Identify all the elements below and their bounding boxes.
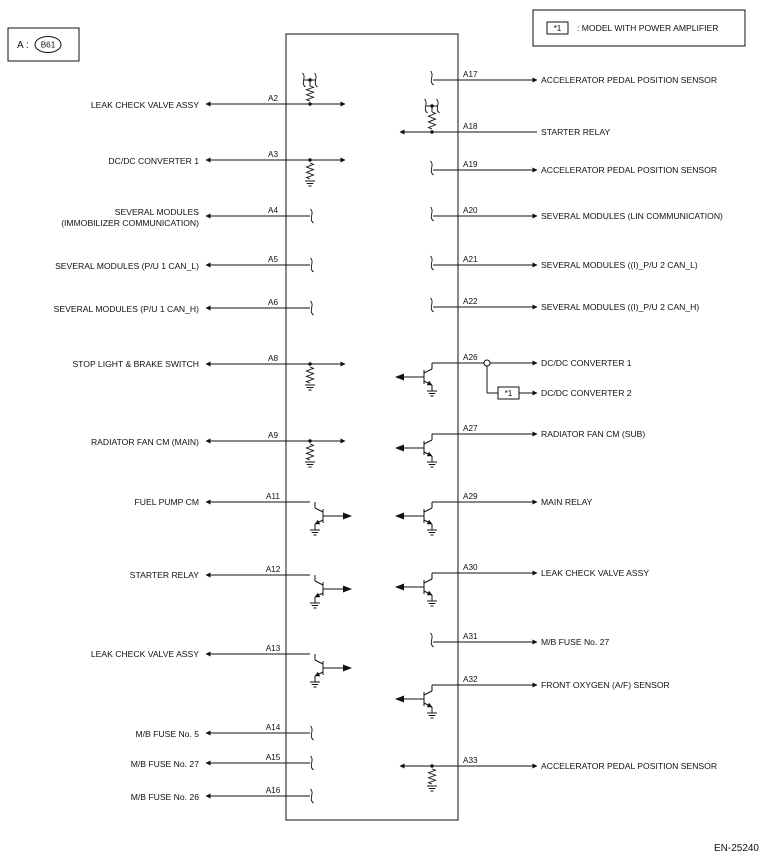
pin-label: FRONT OXYGEN (A/F) SENSOR	[541, 680, 670, 690]
signal-flag-icon	[343, 586, 352, 593]
pin-number: A26	[463, 353, 478, 362]
pin-label: LEAK CHECK VALVE ASSY	[90, 649, 199, 659]
pin-label: ACCELERATOR PEDAL POSITION SENSOR	[541, 761, 718, 771]
pin-number: A20	[463, 206, 478, 215]
pin-label: M/B FUSE No. 27	[541, 637, 610, 647]
resistor-icon	[429, 112, 436, 129]
pin-a8	[72, 354, 345, 390]
emitter-diag	[424, 452, 432, 456]
collector-diag	[424, 440, 432, 444]
resistor-icon	[429, 769, 436, 784]
ground-icon	[427, 601, 437, 606]
bus-termination-icon	[311, 258, 314, 272]
pin-label: DC/DC CONVERTER 2	[541, 388, 632, 398]
bus-termination-icon	[311, 726, 314, 740]
ground-icon	[305, 385, 315, 390]
pin-group	[54, 70, 723, 803]
signal-flag-icon	[395, 445, 404, 452]
collector-diag	[424, 579, 432, 583]
ground-icon	[310, 530, 320, 535]
pin-label: RADIATOR FAN CM (MAIN)	[90, 437, 199, 447]
ground-icon	[427, 530, 437, 535]
pin-label: M/B FUSE No. 26	[130, 792, 199, 802]
pin-a31	[431, 632, 610, 647]
pin-a11	[135, 492, 352, 535]
ecm-body	[286, 34, 458, 820]
pin-a32	[395, 675, 670, 718]
bus-termination-icon	[431, 256, 434, 270]
pin-a6	[54, 298, 314, 315]
pin-a26	[395, 353, 632, 399]
connector-reference	[8, 28, 79, 61]
pin-a5	[55, 255, 313, 272]
emitter-diag	[424, 520, 432, 524]
pin-number: A2	[267, 94, 279, 103]
pin-number: A18	[463, 122, 478, 131]
pin-label: DC/DC CONVERTER 1	[108, 156, 199, 166]
pin-label: SEVERAL MODULES (P/U 1 CAN_H)	[53, 304, 199, 314]
pin-label: LEAK CHECK VALVE ASSY	[541, 568, 650, 578]
emitter-diag	[424, 703, 432, 707]
pin-number: A3	[267, 150, 279, 159]
pin-number: A27	[463, 424, 478, 433]
pin-number: A31	[463, 632, 478, 641]
pin-a27	[395, 424, 645, 467]
signal-flag-icon	[395, 513, 404, 520]
resistor-icon	[307, 86, 314, 101]
bus-termination-icon	[311, 209, 314, 223]
pin-label: SEVERAL MODULES ((I)_P/U 2 CAN_L)	[541, 260, 698, 270]
collector-diag	[315, 508, 323, 512]
pin-a4	[61, 206, 313, 228]
pin-label: STARTER RELAY	[541, 127, 611, 137]
legend-text: : MODEL WITH POWER AMPLIFIER	[577, 23, 719, 33]
pin-number: A21	[463, 255, 478, 264]
signal-flag-icon	[395, 584, 404, 591]
junction-dot	[430, 764, 433, 767]
pin-a13	[91, 644, 352, 687]
pin-label: SEVERAL MODULES (LIN COMMUNICATION)	[541, 211, 723, 221]
signal-flag-icon	[343, 665, 352, 672]
pin-number: A29	[463, 492, 478, 501]
junction-dot	[308, 439, 311, 442]
pin-a18	[400, 99, 611, 137]
pin-a33	[400, 756, 717, 791]
pin-number: A17	[463, 70, 478, 79]
pin-number: A5	[267, 255, 279, 264]
pin-a14	[135, 723, 313, 740]
pin-number: A22	[463, 297, 478, 306]
pin-a2	[91, 73, 345, 110]
pin-number: A11	[266, 492, 280, 501]
ground-icon	[427, 391, 437, 396]
pin-label: ACCELERATOR PEDAL POSITION SENSOR	[541, 75, 718, 85]
resistor-icon	[307, 444, 314, 460]
signal-flag-icon	[343, 513, 352, 520]
pin-label: M/B FUSE No. 27	[130, 759, 199, 769]
pin-label: LEAK CHECK VALVE ASSY	[90, 100, 199, 110]
junction-dot	[308, 158, 311, 161]
pin-number: A33	[463, 756, 478, 765]
collector-diag	[424, 691, 432, 695]
ground-icon	[305, 462, 315, 467]
pin-label: ACCELERATOR PEDAL POSITION SENSOR	[541, 165, 718, 175]
collector-diag	[315, 581, 323, 585]
connector-ref-prefix: A :	[17, 40, 29, 51]
collector-diag	[424, 369, 432, 373]
pin-number: A16	[265, 786, 281, 795]
pin-number: A19	[463, 160, 478, 169]
junction-dot	[308, 78, 311, 81]
pin-label: M/B FUSE No. 5	[135, 729, 199, 739]
transistor-icon	[310, 654, 352, 687]
pin-a3	[108, 150, 345, 186]
pin-a20	[431, 206, 724, 221]
pin-a9	[91, 431, 345, 467]
ground-icon	[427, 713, 437, 718]
transistor-icon	[395, 685, 437, 718]
pin-a12	[130, 565, 352, 608]
collector-diag	[424, 508, 432, 512]
legend-mark: *1	[553, 24, 562, 33]
resistor-icon	[307, 367, 314, 383]
transistor-icon	[310, 502, 352, 535]
pin-label: RADIATOR FAN CM (SUB)	[541, 429, 646, 439]
transistor-icon	[395, 502, 437, 535]
pin-label: SEVERAL MODULES ((I)_P/U 2 CAN_H)	[541, 302, 700, 312]
pin-a29	[395, 492, 593, 535]
transistor-icon	[395, 573, 437, 606]
pin-a21	[431, 255, 698, 270]
pin-a17	[431, 70, 718, 85]
pin-label: FUEL PUMP CM	[134, 497, 199, 507]
collector-diag	[315, 660, 323, 664]
pin-label: SEVERAL MODULES	[114, 207, 199, 217]
pin-number: A4	[267, 206, 279, 215]
transistor-icon	[395, 434, 437, 467]
branch-node	[484, 360, 490, 366]
bus-termination-icon	[311, 756, 314, 770]
emitter-diag	[424, 591, 432, 595]
ground-icon	[310, 682, 320, 687]
legend	[533, 10, 745, 46]
bus-termination-icon	[311, 789, 314, 803]
pin-number: A9	[267, 431, 279, 440]
signal-flag-icon	[395, 374, 404, 381]
pin-label: STOP LIGHT & BRAKE SWITCH	[72, 359, 199, 369]
pin-number: A8	[267, 354, 279, 363]
junction-dot	[430, 104, 433, 107]
pin-number: A13	[265, 644, 281, 653]
transistor-icon	[395, 363, 437, 396]
pin-label: DC/DC CONVERTER 1	[541, 358, 632, 368]
pin-number: A14	[265, 723, 281, 732]
ground-icon	[427, 462, 437, 467]
ground-icon	[427, 786, 437, 791]
figure-code: EN-25240	[713, 843, 759, 854]
ground-icon	[305, 181, 315, 186]
pin-number: A12	[265, 565, 281, 574]
signal-flag-icon	[395, 696, 404, 703]
bus-termination-icon	[431, 161, 434, 175]
bus-termination-icon	[431, 298, 434, 312]
bus-termination-icon	[431, 207, 434, 221]
emitter-diag	[424, 381, 432, 385]
pin-a30	[395, 563, 649, 606]
pin-number: A6	[267, 298, 279, 307]
bus-termination-icon	[311, 301, 314, 315]
junction-dot	[308, 362, 311, 365]
bus-termination-icon	[431, 633, 434, 647]
pin-a19	[431, 160, 718, 175]
ground-icon	[310, 603, 320, 608]
junction-dot	[308, 102, 311, 105]
junction-dot	[430, 130, 433, 133]
pin-label: SEVERAL MODULES (P/U 1 CAN_L)	[55, 261, 199, 271]
resistor-icon	[307, 163, 314, 179]
connector-id: B61	[40, 40, 56, 50]
pin-label: (IMMOBILIZER COMMUNICATION)	[61, 218, 199, 228]
pin-a22	[431, 297, 700, 312]
pin-label: STARTER RELAY	[129, 570, 199, 580]
transistor-icon	[310, 575, 352, 608]
pin-number: A32	[463, 675, 478, 684]
emitter-diag	[315, 672, 323, 676]
option-mark: *1	[504, 389, 513, 398]
emitter-diag	[315, 593, 323, 597]
pin-label: MAIN RELAY	[541, 497, 593, 507]
pin-number: A30	[463, 563, 478, 572]
emitter-diag	[315, 520, 323, 524]
bus-termination-icon	[431, 71, 434, 85]
pin-number: A15	[265, 753, 281, 762]
